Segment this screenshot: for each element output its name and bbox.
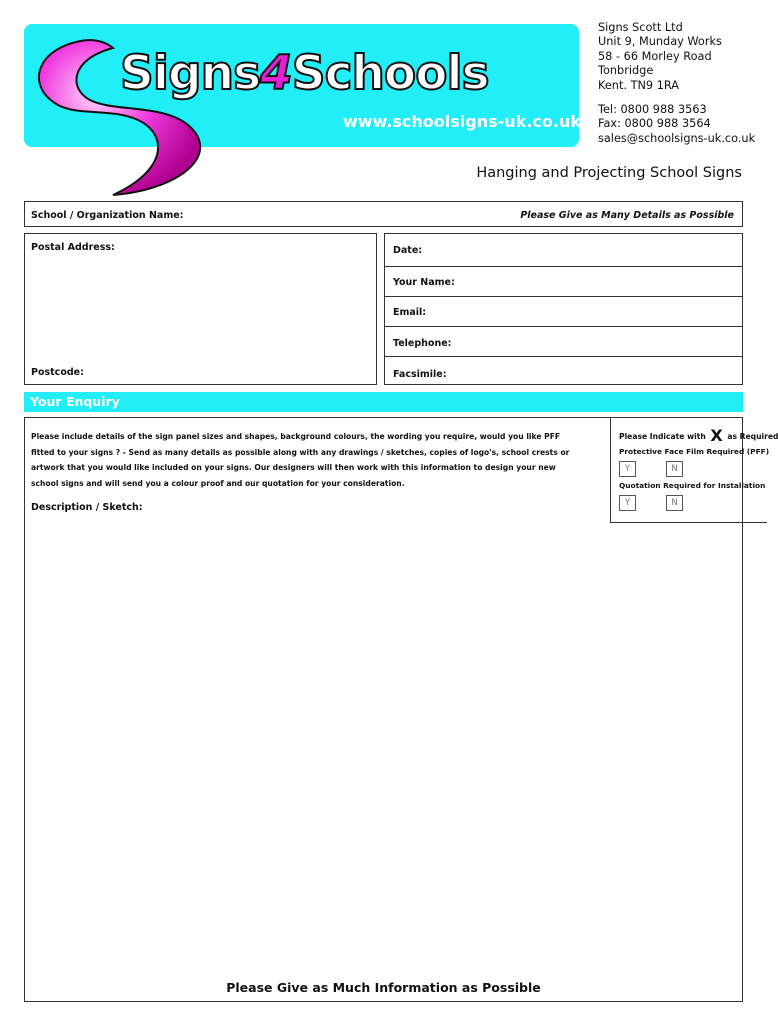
indicate-panel: [610, 418, 778, 523]
pff-no-checkbox[interactable]: N: [666, 461, 683, 477]
school-name-field[interactable]: [24, 201, 743, 227]
company-fax: Fax: 0800 988 3564: [598, 117, 711, 131]
company-town: Tonbridge: [598, 64, 654, 78]
footer-message: Please Give as Much Information as Possible: [226, 980, 541, 995]
pff-question: Protective Face Film Required (PFF): [619, 447, 770, 456]
company-county-post: Kent. TN9 1RA: [598, 78, 680, 92]
postcode-label: Postcode:: [31, 367, 84, 378]
company-name: Signs Scott Ltd: [598, 21, 683, 34]
postal-address-label: Postal Address:: [31, 242, 115, 253]
install-yes-checkbox[interactable]: Y: [619, 495, 636, 511]
company-address2: 58 - 66 Morley Road: [598, 49, 712, 63]
details-note: Please Give as Many Details as Possible: [520, 210, 734, 221]
company-tel: Tel: 0800 988 3563: [598, 103, 707, 117]
enquiry-heading: Your Enquiry: [30, 394, 120, 409]
enquiry-instructions: Please include details of the sign panel sizes and shapes, background colours, the wording you require, would you like PFF fitted to your signs ? - Send as many details as possible along with any drawings / sketches, copies of logo's, school crests or artwork that you would like included on your signs. Our designers will then work with this information to design your new school signs and will send you a colour proof and our quotation for your consideration.: [31, 432, 570, 488]
school-name-label: School / Organization Name:: [31, 210, 184, 221]
form-title: Hanging and Projecting School Signs: [476, 165, 742, 181]
postal-address-field[interactable]: [24, 233, 377, 385]
x-mark-icon: X: [710, 426, 723, 445]
company-address1: Unit 9, Munday Works: [598, 35, 722, 49]
company-details: [598, 21, 755, 146]
your-name-label: Your Name:: [393, 277, 455, 288]
description-label: Description / Sketch:: [31, 502, 143, 513]
enquiry-heading-bar: [24, 392, 743, 412]
email-label: Email:: [393, 307, 427, 318]
enquiry-box: [24, 417, 778, 1002]
brand-logo: Signs4Schools: [120, 46, 489, 101]
company-email[interactable]: sales@schoolsigns-uk.co.uk: [598, 131, 756, 145]
installation-question: Quotation Required for Installation: [619, 481, 766, 490]
website-link[interactable]: www.schoolsigns-uk.co.uk: [343, 112, 581, 131]
facsimile-label: Facsimile:: [393, 369, 447, 380]
date-label: Date:: [393, 245, 423, 256]
contact-details-box: [384, 233, 743, 385]
pff-yes-checkbox[interactable]: Y: [619, 461, 636, 477]
indicate-heading: Please Indicate with X as Required: [619, 426, 778, 445]
telephone-label: Telephone:: [393, 338, 452, 349]
install-no-checkbox[interactable]: N: [666, 495, 683, 511]
